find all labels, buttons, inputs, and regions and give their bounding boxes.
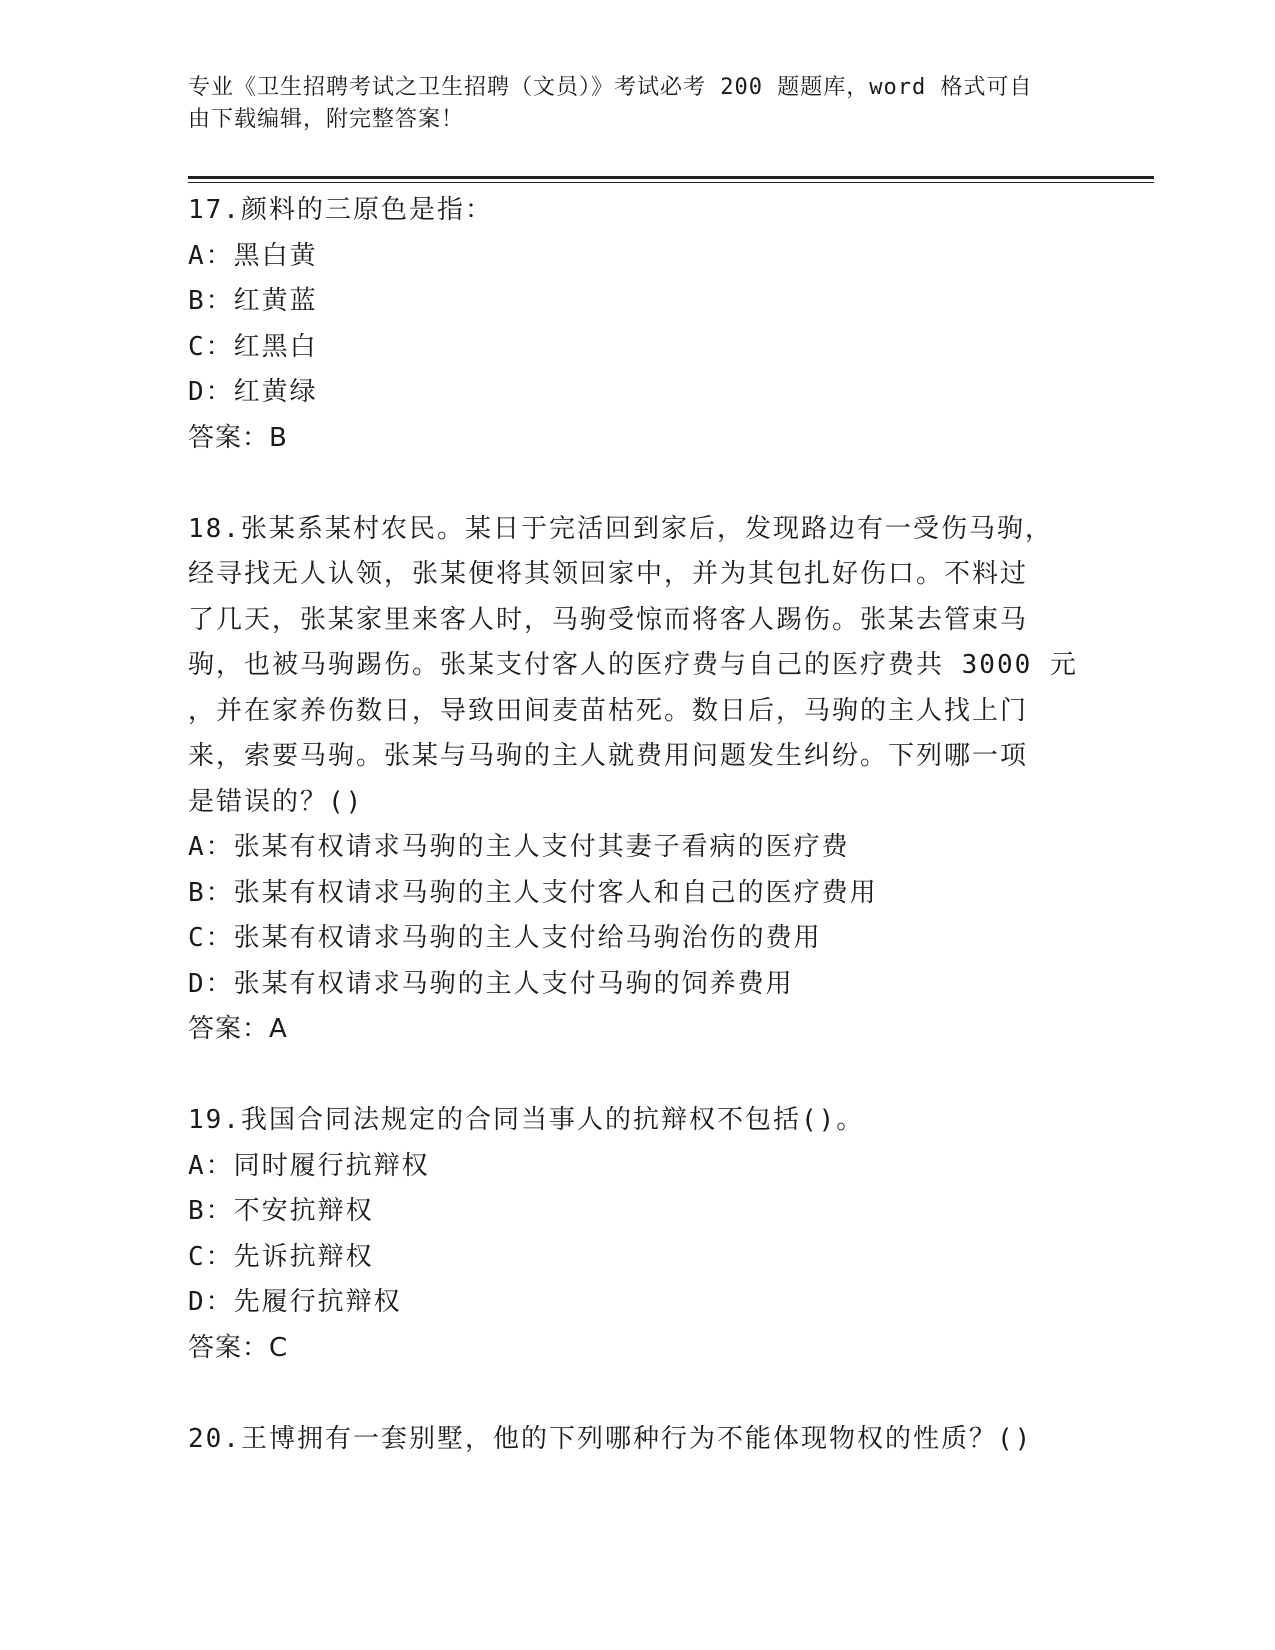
option-b: B：张某有权请求马驹的主人支付客人和自己的医疗费用 [188,877,878,908]
option-d: D：先履行抗辩权 [188,1287,402,1317]
question-stem: 来，索要马驹。张某与马驹的主人就费用问题发生纠纷。下列哪一项 [188,741,1029,771]
header-divider [188,176,1154,179]
question-17 [188,188,1088,461]
question-stem: 18.张某系某村农民。某日于完活回到家后，发现路边有一受伤马驹， [188,513,1053,544]
question-18 [188,507,1088,1053]
question-stem: 19.我国合同法规定的合同当事人的抗辩权不包括()。 [188,1105,865,1135]
question-list [188,188,1088,1462]
option-a: A：同时履行抗辩权 [188,1150,430,1181]
option-b: B：红黄蓝 [188,286,318,316]
question-stem: 20.王博拥有一套别墅，他的下列哪种行为不能体现物权的性质？() [188,1423,1033,1454]
option-a: A：张某有权请求马驹的主人支付其妻子看病的医疗费 [188,832,850,862]
question-stem: 17.颜料的三原色是指： [188,195,493,225]
option-c: C：张某有权请求马驹的主人支付给马驹治伤的费用 [188,923,822,953]
header-divider-thin [188,182,1154,183]
answer-key: 答案：B [188,422,288,453]
question-stem: 经寻找无人认领，张某便将其领回家中，并为其包扎好伤口。不料过 [188,559,1029,589]
option-d: D：红黄绿 [188,377,318,407]
question-19 [188,1098,1088,1371]
option-a: A：黑白黄 [188,240,318,271]
header-line: 由下载编辑，附完整答案！ [188,107,465,132]
question-stem: ，并在家养伤数日，导致田间麦苗枯死。数日后，马驹的主人找上门 [188,695,1029,726]
answer-key: 答案：A [188,1014,288,1044]
option-c: C：先诉抗辩权 [188,1241,374,1272]
option-d: D：张某有权请求马驹的主人支付马驹的饲养费用 [188,968,794,999]
question-stem: 驹，也被马驹踢伤。张某支付客人的医疗费与自己的医疗费共 3000 元 [188,650,1078,680]
document-header [188,72,1068,136]
question-stem: 是错误的？() [188,786,364,817]
answer-key: 答案：C [188,1332,289,1363]
option-b: B：不安抗辩权 [188,1196,374,1226]
question-stem: 了几天，张某家里来客人时，马驹受惊而将客人踢伤。张某去管束马 [188,604,1029,635]
option-c: C：红黑白 [188,331,318,362]
question-20 [188,1417,1088,1463]
header-line: 专业《卫生招聘考试之卫生招聘（文员）》考试必考 200 题题库，word 格式可自 [188,75,1033,100]
